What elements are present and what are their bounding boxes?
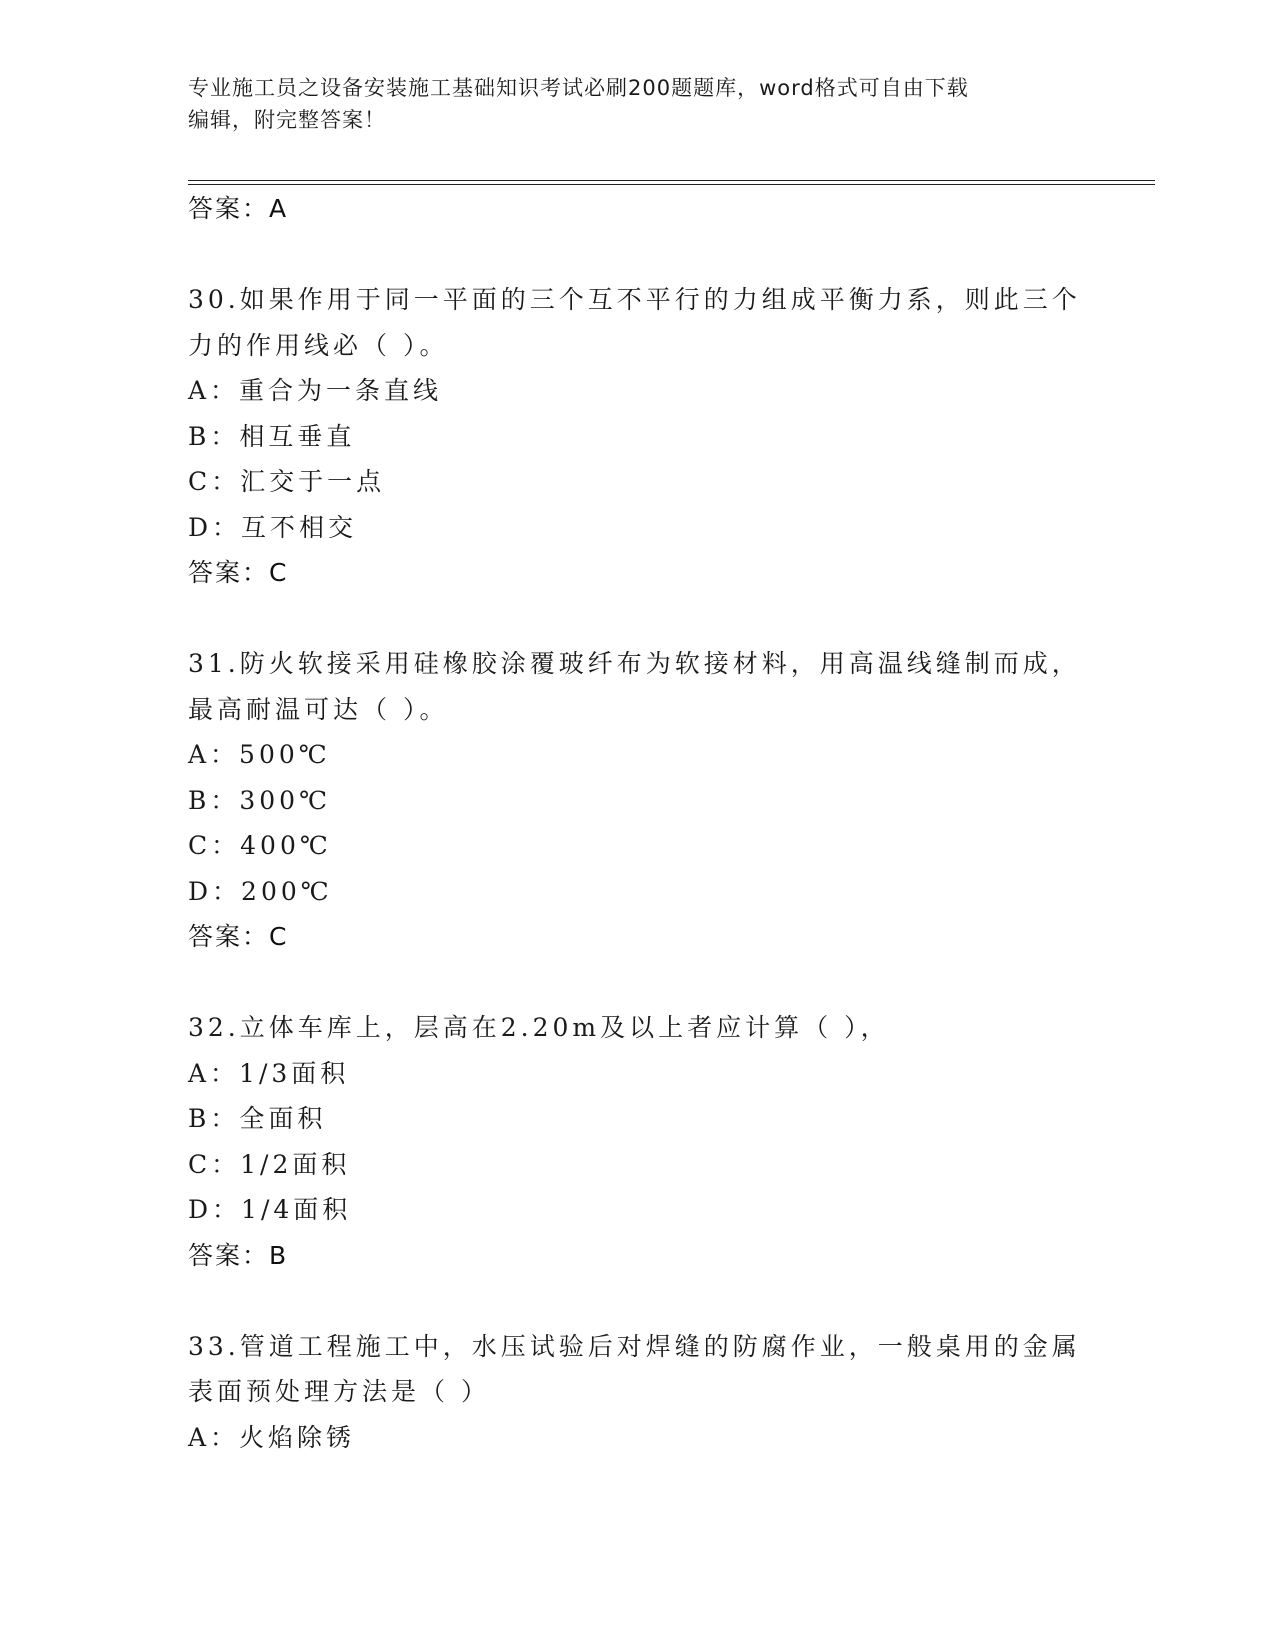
question-stem: 表面预处理方法是（ ） (188, 1377, 490, 1406)
question-32 (188, 1005, 1088, 1278)
answer: 答案：C (188, 558, 289, 587)
option-c: C：1/2面积 (188, 1149, 351, 1179)
spacer (188, 596, 1088, 642)
option-c: C：汇交于一点 (188, 467, 386, 496)
option-b: B：相互垂直 (188, 421, 356, 451)
answer: 答案：C (188, 922, 289, 951)
option-c: C：400℃ (188, 831, 332, 860)
option-d: D：互不相交 (188, 512, 358, 542)
answer: 答案：B (188, 1240, 289, 1270)
header-divider-bottom (188, 184, 1155, 185)
option-d: D：200℃ (188, 876, 333, 906)
spacer (188, 960, 1088, 1006)
header-divider-top (188, 180, 1155, 181)
question-stem: 力的作用线必（ ）。 (188, 330, 449, 360)
header-title-line-1: 专业施工员之设备安装施工基础知识考试必刷200题题库，word格式可自由下载 (188, 76, 969, 100)
question-30 (188, 277, 1088, 596)
question-stem: 30.如果作用于同一平面的三个互不平行的力组成平衡力系，则此三个 (188, 285, 1081, 314)
question-stem: 31.防火软接采用硅橡胶涂覆玻纤布为软接材料，用高温线缝制而成， (188, 649, 1081, 678)
question-list (188, 186, 1088, 1460)
header-title-line-2: 编辑，附完整答案！ (188, 108, 386, 132)
option-a: A：重合为一条直线 (188, 376, 443, 405)
option-a: A：火焰除锈 (188, 1422, 356, 1452)
question-stem: 32.立体车库上，层高在2.20m及以上者应计算（ ）， (188, 1013, 890, 1042)
spacer (188, 1278, 1088, 1324)
question-31 (188, 641, 1088, 960)
previous-answer: 答案：A (188, 194, 289, 223)
spacer (188, 232, 1088, 278)
option-b: B：300℃ (188, 785, 332, 815)
option-a: A：500℃ (188, 740, 331, 769)
option-d: D：1/4面积 (188, 1195, 352, 1224)
question-stem: 最高耐温可达（ ）。 (188, 694, 449, 724)
option-b: B：全面积 (188, 1104, 327, 1133)
question-stem: 33.管道工程施工中，水压试验后对焊缝的防腐作业，一般桌用的金属 (188, 1331, 1081, 1361)
question-33 (188, 1324, 1088, 1461)
document-header (188, 72, 1078, 136)
option-a: A：1/3面积 (188, 1058, 350, 1088)
